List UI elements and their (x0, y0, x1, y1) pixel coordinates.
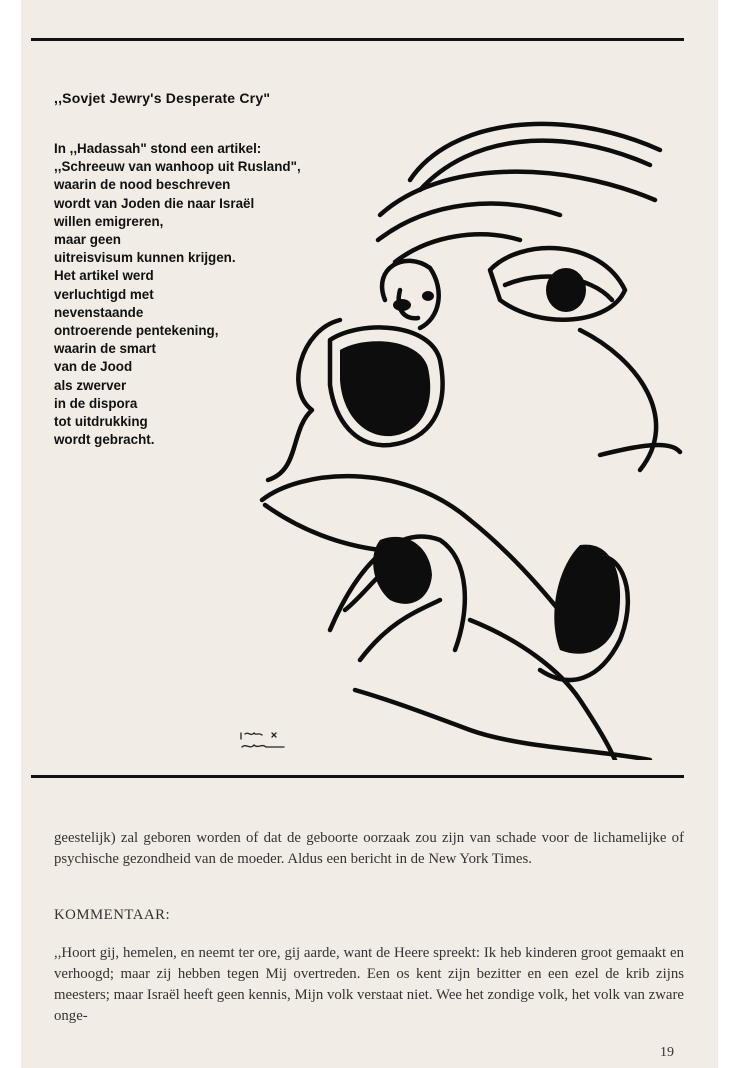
top-rule (31, 38, 684, 41)
caption-line: tot uitdrukking (54, 414, 148, 430)
body-paragraph: ,,Hoort gij, hemelen, en neemt ter ore, gij aarde, want de Heere spreekt: Ik heb kinderen groot gemaakt en verhoogd; maar zij hebben tegen Mij overtreden. Een os kent zijn bezitter en een ezel de krib zijns meesters; maar Israël heeft geen kennis, Mijn volk verstaat niet. Wee het zondige volk, het volk van zware onge- (54, 945, 684, 1024)
caption-line: wordt gebracht. (54, 432, 155, 448)
caption-line: Het artikel werd (54, 268, 154, 284)
body-paragraph: geestelijk) zal geboren worden of dat de geboorte oorzaak zou zijn van schade voor de lichamelijke of psychische gezondheid van de moeder. Aldus een bericht in de New York Times. (54, 830, 684, 867)
pen-drawing-screaming-face (250, 100, 690, 760)
page-number: 19 (660, 1045, 674, 1060)
caption-line: uitreisvisum kunnen krijgen. (54, 250, 236, 266)
caption-line: ,,Schreeuw van wanhoop uit Rusland", (54, 159, 301, 175)
caption-line: waarin de nood beschreven (54, 177, 231, 193)
bottom-rule (31, 775, 684, 778)
box-title: ,,Sovjet Jewry's Desperate Cry" (54, 90, 271, 106)
caption-line: wordt van Joden die naar Israël (54, 195, 255, 211)
caption-line: maar geen (54, 232, 121, 248)
caption-line: nevenstaande (54, 304, 144, 320)
caption-line: willen emigreren, (54, 213, 164, 229)
section-heading: KOMMENTAAR: (54, 907, 171, 923)
caption-line: van de Jood (54, 359, 133, 375)
caption-line: ontroerende pentekening, (54, 323, 219, 339)
caption-line: verluchtigd met (54, 286, 154, 302)
caption-line: In ,,Hadassah" stond een artikel: (54, 141, 262, 156)
artist-signature (238, 725, 288, 755)
caption-line: als zwerver (54, 377, 127, 393)
caption-line: in de dispora (54, 395, 138, 411)
caption-line: waarin de smart (54, 341, 156, 357)
